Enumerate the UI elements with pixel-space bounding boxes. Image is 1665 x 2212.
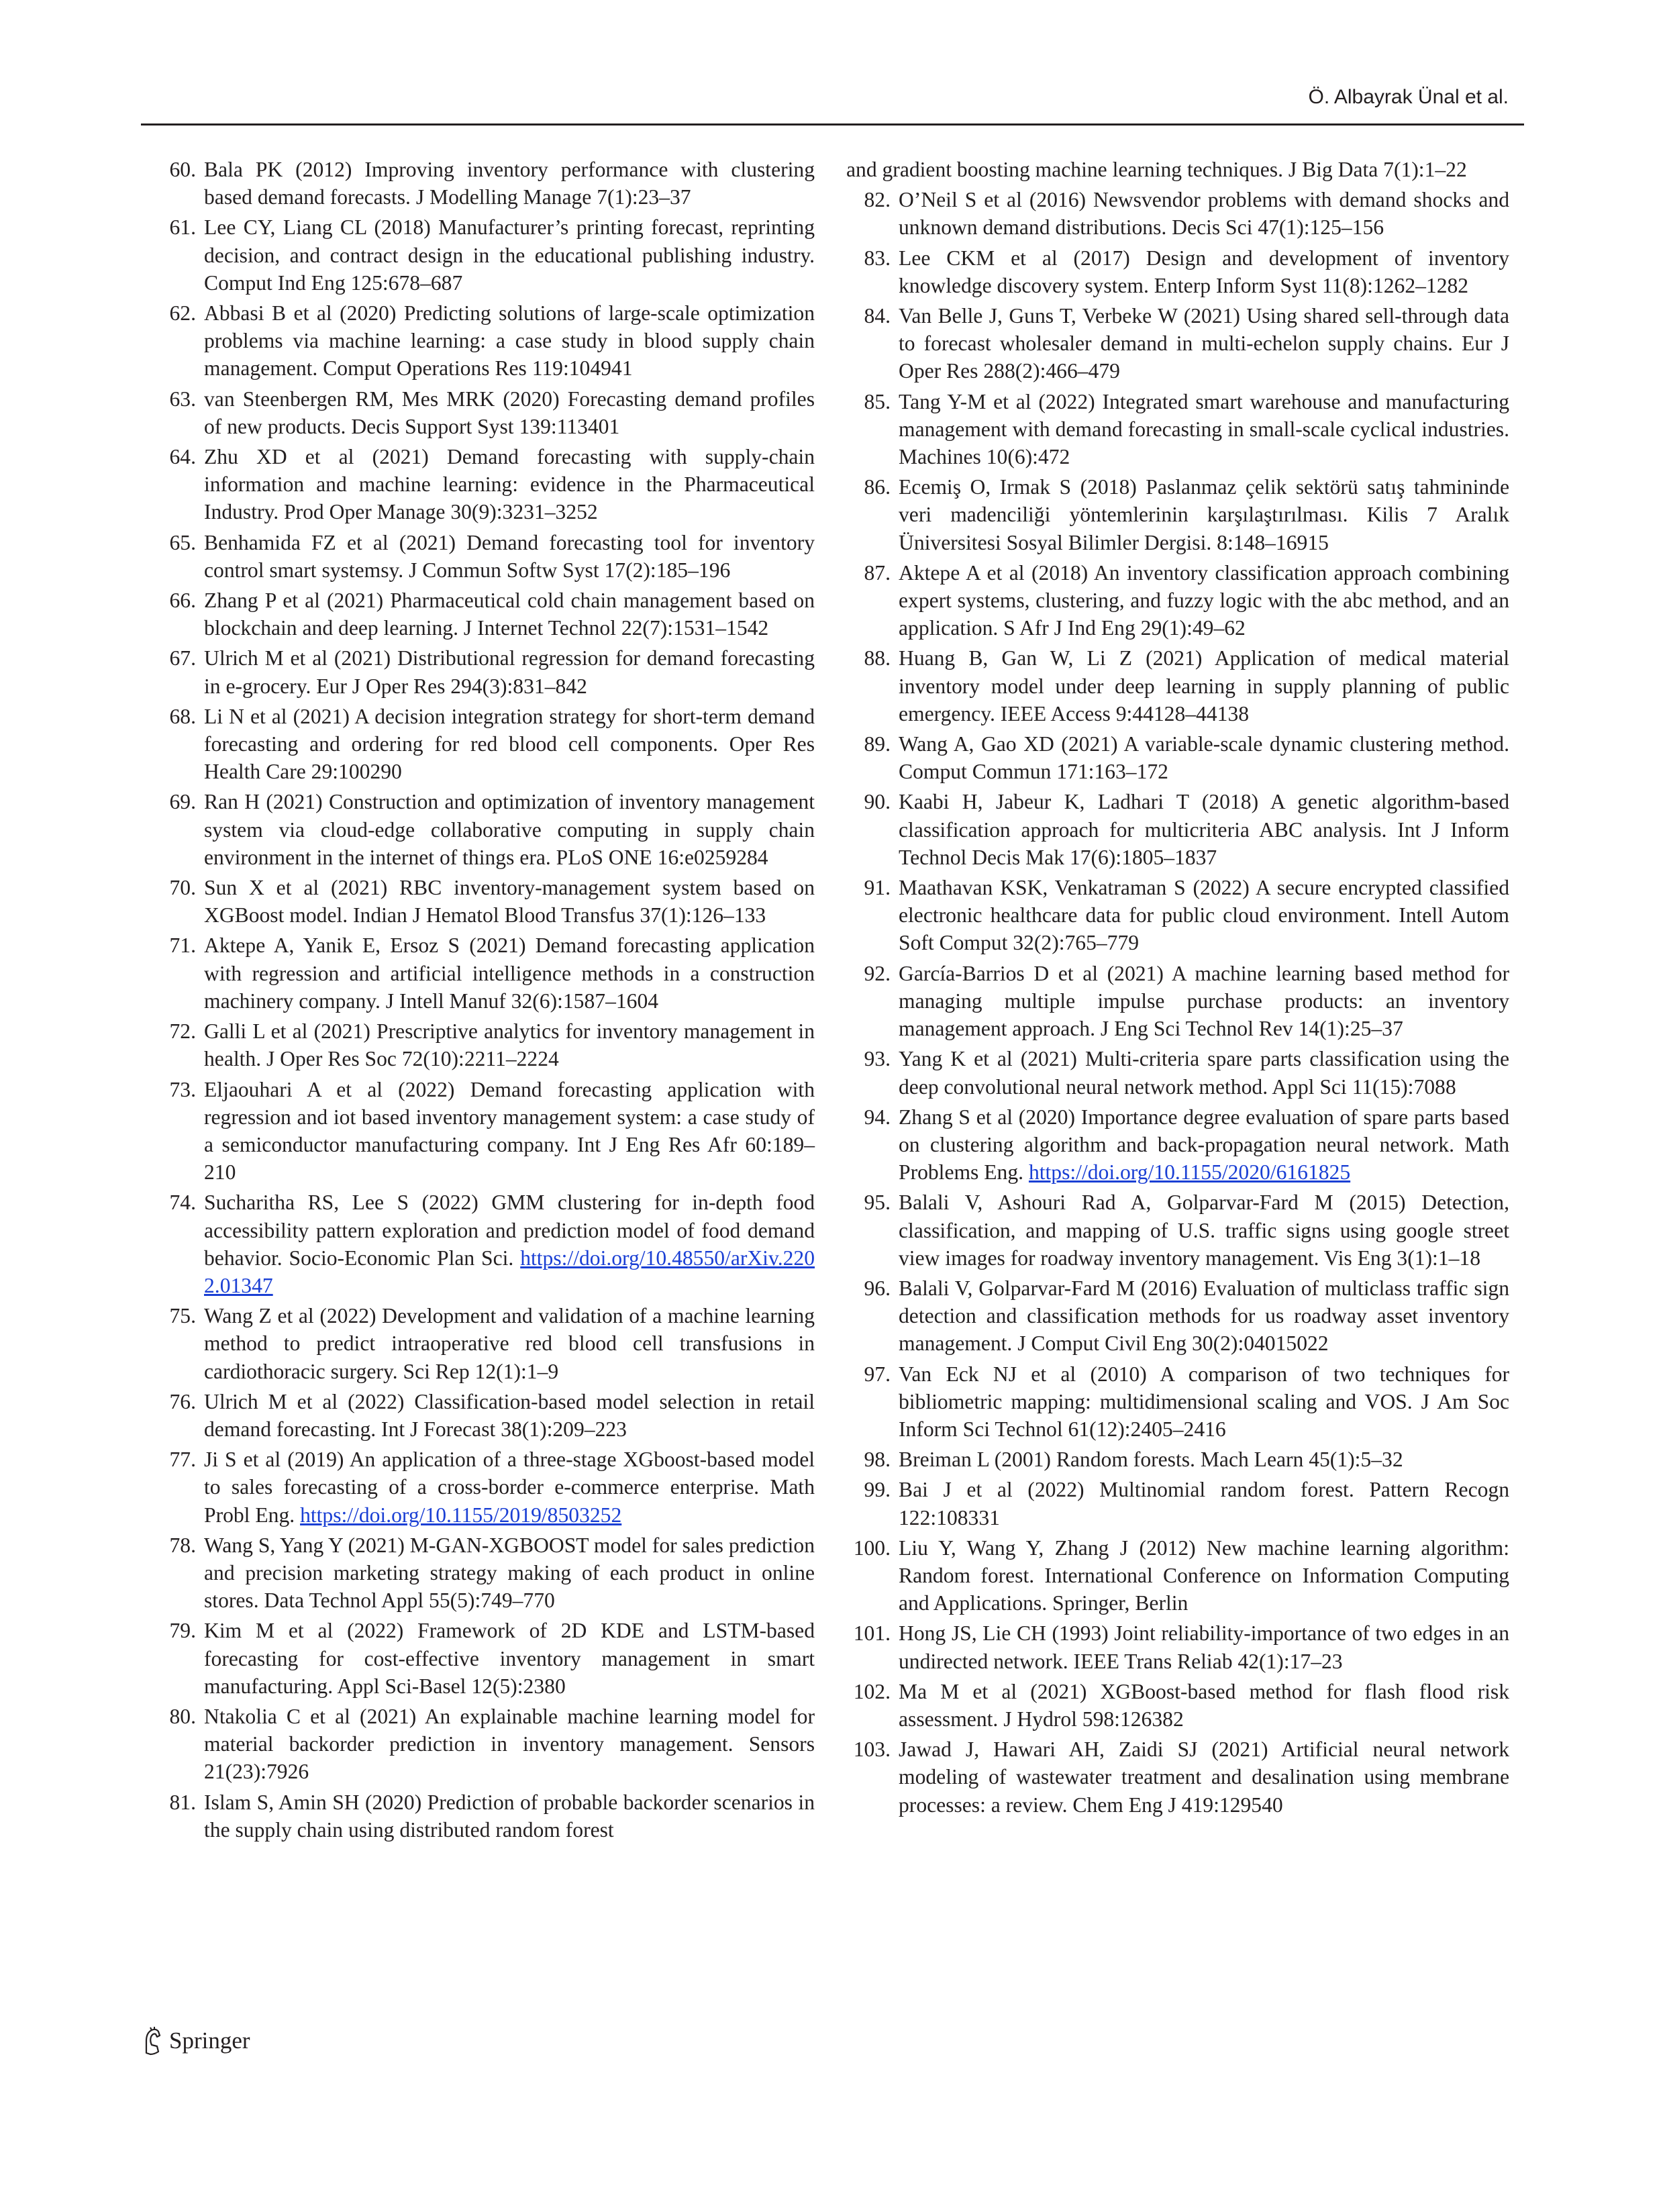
- reference-number: 68.: [169, 704, 196, 728]
- reference-text: Bai J et al (2022) Multinomial random forest. Pattern Recogn 122:108331: [899, 1478, 1509, 1529]
- reference-text: Ji S et al (2019) An application of a three-stage XGboost-based model to sales forecasting of a cross-border e-commerce enterprise. Math Probl Eng.: [204, 1448, 815, 1527]
- reference-text: Wang S, Yang Y (2021) M-GAN-XGBOOST model for sales prediction and precision marketing strategy making of each product in online stores. Data Technol Appl 55(5):749–770: [204, 1533, 815, 1613]
- doi-link[interactable]: https://doi.org/10.1155/2020/6161825: [1028, 1160, 1351, 1185]
- reference-text: Wang Z et al (2022) Development and validation of a machine learning method to predict intraoperative red blood cell transfusions in cardiothoracic surgery. Sci Rep 12(1):1–9: [204, 1304, 815, 1383]
- reference-item: [152, 1789, 815, 1844]
- reference-text: Maathavan KSK, Venkatraman S (2022) A secure encrypted classified electronic healthcare data for public cloud environment. Intell Autom Soft Comput 32(2):765–779: [899, 876, 1509, 955]
- reference-number: 62.: [169, 301, 196, 325]
- reference-text: Benhamida FZ et al (2021) Demand forecasting tool for inventory control smart systemsy. J Commun Softw Syst 17(2):185–196: [204, 530, 815, 582]
- reference-number: 83.: [864, 246, 891, 270]
- reference-text: Ran H (2021) Construction and optimization of inventory management system via cloud-edge collaborative computing in supply chain environment in the internet of things era. PLoS ONE 16:e0259284: [204, 790, 815, 869]
- reference-item: [846, 1619, 1509, 1674]
- reference-number: 64.: [169, 445, 196, 469]
- reference-text: Zhu XD et al (2021) Demand forecasting with supply-chain information and machine learning: evidence in the Pharmaceutical Industry. Prod Oper Manage 30(9):3231–3252: [204, 445, 815, 524]
- reference-number: 63.: [169, 387, 196, 411]
- reference-text: Galli L et al (2021) Prescriptive analytics for inventory management in health. J Oper Res Soc 72(10):2211–2224: [204, 1019, 815, 1071]
- reference-text: Eljaouhari A et al (2022) Demand forecasting application with regression and iot based inventory management system: a case study of a semiconductor manufacturing company. Int J Eng Res Afr 60:189–210: [204, 1077, 815, 1185]
- reference-number: 72.: [169, 1019, 196, 1044]
- reference-text: Kaabi H, Jabeur K, Ladhari T (2018) A genetic algorithm-based classification approach for multicriteria ABC analysis. Int J Inform Technol Decis Mak 17(6):1805–1837: [899, 790, 1509, 869]
- reference-text: Ntakolia C et al (2021) An explainable machine learning model for material backorder prediction in inventory management. Sensors 21(23):7926: [204, 1704, 815, 1784]
- reference-number: 94.: [864, 1105, 891, 1129]
- running-head: Ö. Albayrak Ünal et al.: [1308, 86, 1509, 108]
- reference-item: [846, 388, 1509, 471]
- doi-link[interactable]: https://doi.org/10.1155/2019/8503252: [300, 1503, 622, 1527]
- reference-number: 79.: [169, 1619, 196, 1643]
- reference-text: García-Barrios D et al (2021) A machine learning based method for managing multiple impulse purchase products: an inventory management approach. J Eng Sci Technol Rev 14(1):25–37: [899, 961, 1509, 1041]
- reference-text: Huang B, Gan W, Li Z (2021) Application of medical material inventory model under deep learning in supply planning of public emergency. IEEE Access 9:44128–44138: [899, 646, 1509, 725]
- reference-item: [846, 874, 1509, 957]
- reference-item: [846, 186, 1509, 241]
- reference-item: [152, 1076, 815, 1187]
- reference-text: Abbasi B et al (2020) Predicting solutions of large-scale optimization problems via machine learning: a case study in blood supply chain management. Comput Operations Res 119:104941: [204, 301, 815, 381]
- reference-item: [846, 1103, 1509, 1187]
- reference-text: Bala PK (2012) Improving inventory performance with clustering based demand forecasts. J Modelling Manage 7(1):23–37: [204, 158, 815, 209]
- reference-item: [846, 960, 1509, 1043]
- reference-text: Ulrich M et al (2022) Classification-based model selection in retail demand forecasting. Int J Forecast 38(1):209–223: [204, 1389, 815, 1441]
- reference-number: 70.: [169, 876, 196, 900]
- reference-item: [152, 299, 815, 383]
- reference-item: [152, 874, 815, 929]
- reference-text: Balali V, Golparvar-Fard M (2016) Evaluation of multiclass traffic sign detection and classification methods for us roadway asset inventory management. J Comput Civil Eng 30(2):04015022: [899, 1276, 1509, 1356]
- publisher-name: Springer: [169, 2027, 250, 2054]
- reference-text: Van Belle J, Guns T, Verbeke W (2021) Using shared sell-through data to forecast wholesaler demand in multi-echelon supply chains. Eur J Oper Res 288(2):466–479: [899, 304, 1509, 383]
- reference-number: 71.: [169, 934, 196, 958]
- reference-item: [846, 302, 1509, 385]
- reference-text: Liu Y, Wang Y, Zhang J (2012) New machine learning algorithm: Random forest. International Conference on Information Computing and Applications. Springer, Berlin: [899, 1536, 1509, 1615]
- reference-item: [152, 213, 815, 297]
- reference-text: Wang A, Gao XD (2021) A variable-scale dynamic clustering method. Comput Commun 171:163–172: [899, 732, 1509, 784]
- reference-number: 89.: [864, 732, 891, 756]
- reference-text: van Steenbergen RM, Mes MRK (2020) Forecasting demand profiles of new products. Decis Support Syst 139:113401: [204, 387, 815, 438]
- reference-item: [846, 788, 1509, 871]
- reference-number: 65.: [169, 530, 196, 554]
- reference-item: [846, 1476, 1509, 1531]
- reference-number: 92.: [864, 961, 891, 985]
- reference-number: 74.: [169, 1191, 196, 1215]
- reference-item: [152, 1189, 815, 1299]
- reference-item: [846, 1045, 1509, 1100]
- reference-text: Tang Y-M et al (2022) Integrated smart warehouse and manufacturing management with demand forecasting in small-scale cyclical industries. Machines 10(6):472: [899, 389, 1509, 469]
- reference-item: [846, 730, 1509, 785]
- reference-item: [152, 587, 815, 642]
- reference-number: 84.: [864, 304, 891, 328]
- reference-item: [152, 1388, 815, 1443]
- footer: [142, 2025, 250, 2056]
- reference-item: [152, 932, 815, 1015]
- reference-item: [846, 644, 1509, 727]
- reference-number: 88.: [864, 646, 891, 670]
- reference-number: 76.: [169, 1389, 196, 1413]
- reference-text: Zhang P et al (2021) Pharmaceutical cold chain management based on blockchain and deep learning. J Internet Technol 22(7):1531–1542: [204, 589, 815, 640]
- reference-number: 77.: [169, 1448, 196, 1472]
- reference-text: Islam S, Amin SH (2020) Prediction of probable backorder scenarios in the supply chain using distributed random forest: [204, 1790, 815, 1842]
- reference-item: [152, 1302, 815, 1385]
- reference-item: [846, 559, 1509, 642]
- reference-text: Jawad J, Hawari AH, Zaidi SJ (2021) Artificial neural network modeling of wastewater treatment and desalination using membrane processes: a review. Chem Eng J 419:129540: [899, 1738, 1509, 1817]
- reference-text: Aktepe A et al (2018) An inventory classification approach combining expert systems, clustering, and fuzzy logic with the abc method, and an application. S Afr J Ind Eng 29(1):49–62: [899, 560, 1509, 640]
- reference-item: [846, 1189, 1509, 1272]
- reference-list-left: [152, 156, 815, 1844]
- reference-text: O’Neil S et al (2016) Newsvendor problems with demand shocks and unknown demand distributions. Decis Sci 47(1):125–156: [899, 188, 1509, 240]
- reference-text: Aktepe A, Yanik E, Ersoz S (2021) Demand forecasting application with regression and artificial intelligence methods in a construction machinery company. J Intell Manuf 32(6):1587–1604: [204, 934, 815, 1013]
- reference-text: Hong JS, Lie CH (1993) Joint reliability-importance of two edges in an undirected network. IEEE Trans Reliab 42(1):17–23: [899, 1621, 1509, 1673]
- reference-number: 81.: [169, 1790, 196, 1814]
- reference-text: Lee CY, Liang CL (2018) Manufacturer’s printing forecast, reprinting decision, and contract design in the educational publishing industry. Comput Ind Eng 125:678–687: [204, 215, 815, 295]
- reference-number: 80.: [169, 1704, 196, 1728]
- reference-continuation: and gradient boosting machine learning techniques. J Big Data 7(1):1–22: [846, 158, 1467, 181]
- reference-item: [152, 529, 815, 584]
- reference-number: 97.: [864, 1362, 891, 1386]
- reference-text: Sun X et al (2021) RBC inventory-management system based on XGBoost model. Indian J Hematol Blood Transfus 37(1):126–133: [204, 876, 815, 927]
- reference-number: 103.: [853, 1738, 891, 1762]
- reference-number: 100.: [853, 1536, 891, 1560]
- reference-number: 102.: [853, 1679, 891, 1703]
- reference-item: [846, 244, 1509, 299]
- reference-item: [152, 1703, 815, 1786]
- reference-item: [152, 385, 815, 440]
- header-rule: [141, 123, 1524, 125]
- reference-text: Balali V, Ashouri Rad A, Golparvar-Fard M (2015) Detection, classification, and mapping of U.S. traffic signs using google street view images for roadway inventory management. Vis Eng 3(1):1–18: [899, 1191, 1509, 1270]
- reference-text: Breiman L (2001) Random forests. Mach Learn 45(1):5–32: [899, 1448, 1403, 1472]
- reference-item: [152, 1531, 815, 1615]
- reference-item: [152, 1446, 815, 1529]
- reference-number: 75.: [169, 1304, 196, 1328]
- reference-item: [846, 473, 1509, 556]
- reference-text: Ulrich M et al (2021) Distributional regression for demand forecasting in e-grocery. Eur J Oper Res 294(3):831–842: [204, 646, 815, 698]
- reference-number: 78.: [169, 1533, 196, 1557]
- reference-number: 93.: [864, 1047, 891, 1071]
- reference-number: 67.: [169, 646, 196, 670]
- reference-item: [846, 1446, 1509, 1473]
- reference-number: 60.: [169, 158, 196, 181]
- reference-item: [152, 443, 815, 526]
- reference-text: Sucharitha RS, Lee S (2022) GMM clustering for in-depth food accessibility pattern exploration and prediction model of food demand behavior. Socio-Economic Plan Sci.: [204, 1191, 815, 1270]
- reference-text: Li N et al (2021) A decision integration strategy for short-term demand forecasting and ordering for red blood cell components. Oper Res Health Care 29:100290: [204, 704, 815, 784]
- reference-text: Ecemiş O, Irmak S (2018) Paslanmaz çelik sektörü satış tahmininde veri madenciliği yöntemlerinin karşılaştırılması. Kilis 7 Aralık Üniversitesi Sosyal Bilimler Dergisi. 8:148–16915: [899, 475, 1509, 554]
- reference-number: 91.: [864, 876, 891, 900]
- doi-link[interactable]: https://doi.org/10.48550/arXiv.2202.01347: [204, 1246, 815, 1297]
- reference-number: 85.: [864, 389, 891, 413]
- reference-item: [152, 703, 815, 786]
- reference-number: 96.: [864, 1276, 891, 1300]
- reference-text: Zhang S et al (2020) Importance degree evaluation of spare parts based on clustering algorithm and back-propagation neural network. Math Problems Eng.: [899, 1105, 1509, 1185]
- reference-text: Van Eck NJ et al (2010) A comparison of two techniques for bibliometric mapping: multidimensional scaling and VOS. J Am Soc Inform Sci Technol 61(12):2405–2416: [899, 1362, 1509, 1441]
- reference-number: 87.: [864, 560, 891, 585]
- springer-horse-icon: [142, 2026, 162, 2056]
- reference-item: [846, 1678, 1509, 1733]
- reference-number: 61.: [169, 215, 196, 240]
- reference-number: 66.: [169, 589, 196, 613]
- reference-text: Kim M et al (2022) Framework of 2D KDE and LSTM-based forecasting for cost-effective inventory management in smart manufacturing. Appl Sci-Basel 12(5):2380: [204, 1619, 815, 1698]
- reference-text: Ma M et al (2021) XGBoost-based method for flash flood risk assessment. J Hydrol 598:126382: [899, 1679, 1509, 1731]
- reference-item: [846, 1736, 1509, 1819]
- reference-item: [152, 1617, 815, 1700]
- reference-text: Yang K et al (2021) Multi-criteria spare parts classification using the deep convolutional neural network method. Appl Sci 11(15):7088: [899, 1047, 1509, 1099]
- reference-list-right: [846, 156, 1509, 1819]
- reference-item: [152, 644, 815, 699]
- reference-number: 98.: [864, 1448, 891, 1472]
- reference-item: [152, 788, 815, 871]
- reference-number: 73.: [169, 1077, 196, 1101]
- reference-number: 86.: [864, 475, 891, 499]
- reference-item: [152, 156, 815, 211]
- reference-number: 82.: [864, 188, 891, 212]
- reference-item: [846, 1274, 1509, 1358]
- reference-number: 69.: [169, 790, 196, 814]
- reference-number: 95.: [864, 1191, 891, 1215]
- reference-number: 99.: [864, 1478, 891, 1502]
- reference-item: [846, 1534, 1509, 1617]
- reference-number: 101.: [853, 1621, 891, 1646]
- reference-number: 90.: [864, 790, 891, 814]
- reference-item: [152, 1017, 815, 1072]
- reference-item: [846, 1360, 1509, 1444]
- reference-text: Lee CKM et al (2017) Design and development of inventory knowledge discovery system. Enterp Inform Syst 11(8):1262–1282: [899, 246, 1509, 297]
